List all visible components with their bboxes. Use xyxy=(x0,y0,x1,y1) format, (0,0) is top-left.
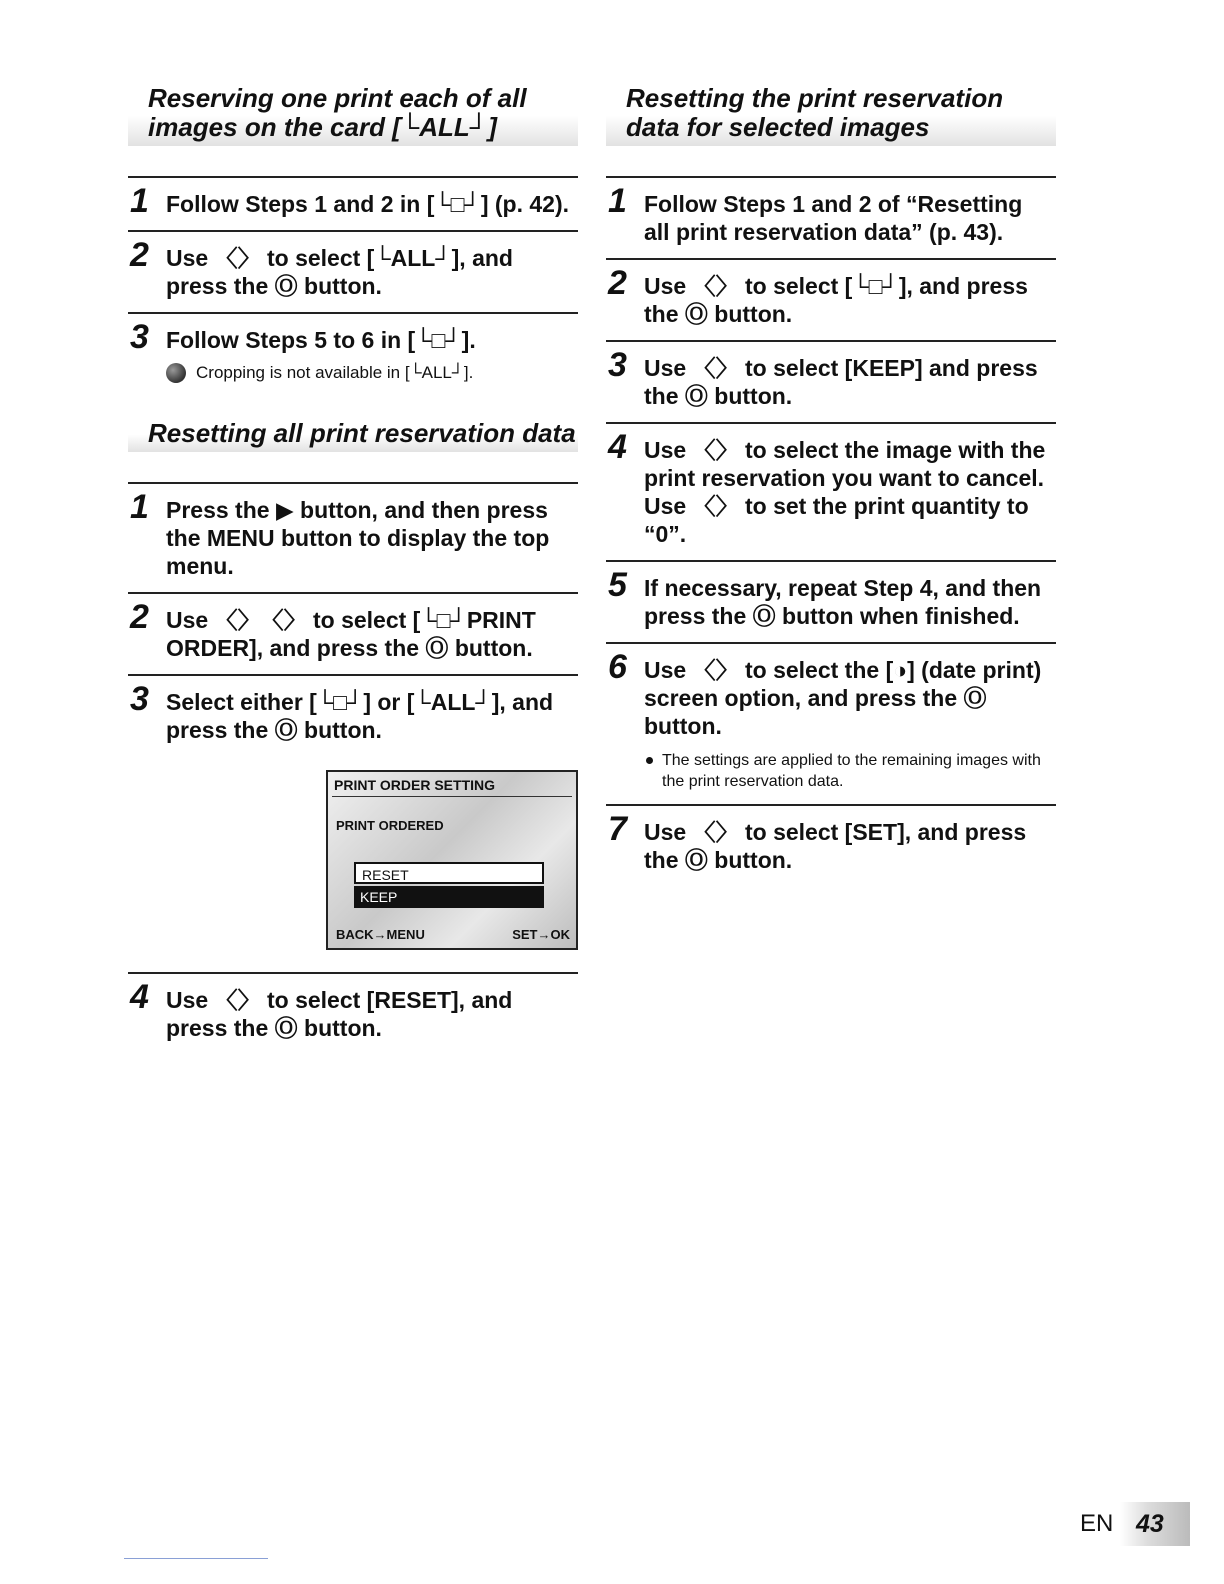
right-column xyxy=(606,78,1056,886)
step xyxy=(606,340,1056,422)
step xyxy=(128,176,578,230)
step-text: Use 〈〉 to select [SET], and press the Ⓞ button. xyxy=(644,819,1027,873)
step-number: 3 xyxy=(130,318,149,356)
left-column xyxy=(128,78,578,1054)
step-number: 2 xyxy=(130,598,149,636)
option-reset[interactable]: RESET xyxy=(354,862,544,884)
note xyxy=(166,362,574,383)
step-text: Select either [└□┘] or [└ALL┘], and press the Ⓞ button. xyxy=(166,689,554,743)
step-text: Use 〈〉 to select the [◑] (date print) screen option, and press the Ⓞ button. xyxy=(644,657,1042,739)
step xyxy=(606,258,1056,340)
step xyxy=(128,674,578,756)
step xyxy=(128,972,578,1054)
step-number: 4 xyxy=(608,428,627,466)
step xyxy=(606,804,1056,886)
step xyxy=(606,176,1056,258)
step-text: Use 〈〉〈〉 to select [└□┘PRINT ORDER], and press the Ⓞ button. xyxy=(166,607,536,661)
set-hint: SET→OK xyxy=(512,927,570,942)
step-text: Use 〈〉 to select [└□┘], and press the Ⓞ button. xyxy=(644,273,1028,327)
page-number: 43 xyxy=(1120,1502,1190,1546)
step-number: 2 xyxy=(130,236,149,274)
step-text: Follow Steps 1 and 2 of “Resetting all print reservation data” (p. 43). xyxy=(644,191,1023,245)
option-keep[interactable]: KEEP xyxy=(354,886,544,908)
step-text: Use 〈〉 to select [└ALL┘], and press the Ⓞ button. xyxy=(166,245,513,299)
step-number: 1 xyxy=(130,488,149,526)
step xyxy=(606,642,1056,804)
step xyxy=(128,592,578,674)
back-hint: BACK→MENU xyxy=(336,927,425,942)
heading-reset-all: Resetting all print reservation data xyxy=(128,413,578,452)
step-number: 4 xyxy=(130,978,149,1016)
note-text: Cropping is not available in [└ALL┘]. xyxy=(196,363,474,382)
step xyxy=(128,312,578,395)
step-text: If necessary, repeat Step 4, and then press the Ⓞ button when finished. xyxy=(644,575,1042,629)
step-text: Use 〈〉 to select [RESET], and press the Ⓞ button. xyxy=(166,987,513,1041)
caution-icon xyxy=(166,363,186,383)
step xyxy=(128,482,578,592)
screen-title: PRINT ORDER SETTING xyxy=(332,776,572,797)
step-number: 6 xyxy=(608,648,627,686)
step-text: Follow Steps 1 and 2 in [└□┘] (p. 42). xyxy=(166,191,570,217)
screen-subtitle: PRINT ORDERED xyxy=(336,818,444,833)
bullet-note: The settings are applied to the remaining images with the print reservation data. xyxy=(644,750,1052,792)
step xyxy=(128,230,578,312)
step xyxy=(606,560,1056,642)
step-number: 1 xyxy=(608,182,627,220)
heading-reserve-all: Reserving one print each of all images on the card [└ALL┘] xyxy=(128,78,578,146)
step-number: 7 xyxy=(608,810,627,848)
step-text: Follow Steps 5 to 6 in [└□┘]. xyxy=(166,327,476,353)
step-number: 2 xyxy=(608,264,627,302)
step-number: 3 xyxy=(608,346,627,384)
step-text: Use 〈〉 to select the image with the print reservation you want to cancel. Use 〈〉 to set the print quantity to “0”. xyxy=(644,437,1046,547)
step-number: 3 xyxy=(130,680,149,718)
step-text: Press the ▶ button, and then press the MENU button to display the top menu. xyxy=(166,497,550,579)
heading-reset-selected: Resetting the print reservation data for selected images xyxy=(606,78,1056,146)
footer-line xyxy=(124,1558,268,1559)
step-number: 1 xyxy=(130,182,149,220)
step-text: Use 〈〉 to select [KEEP] and press the Ⓞ button. xyxy=(644,355,1038,409)
language-label: EN xyxy=(1080,1510,1114,1537)
step xyxy=(606,422,1056,560)
camera-screen xyxy=(326,770,578,950)
step-number: 5 xyxy=(608,566,627,604)
